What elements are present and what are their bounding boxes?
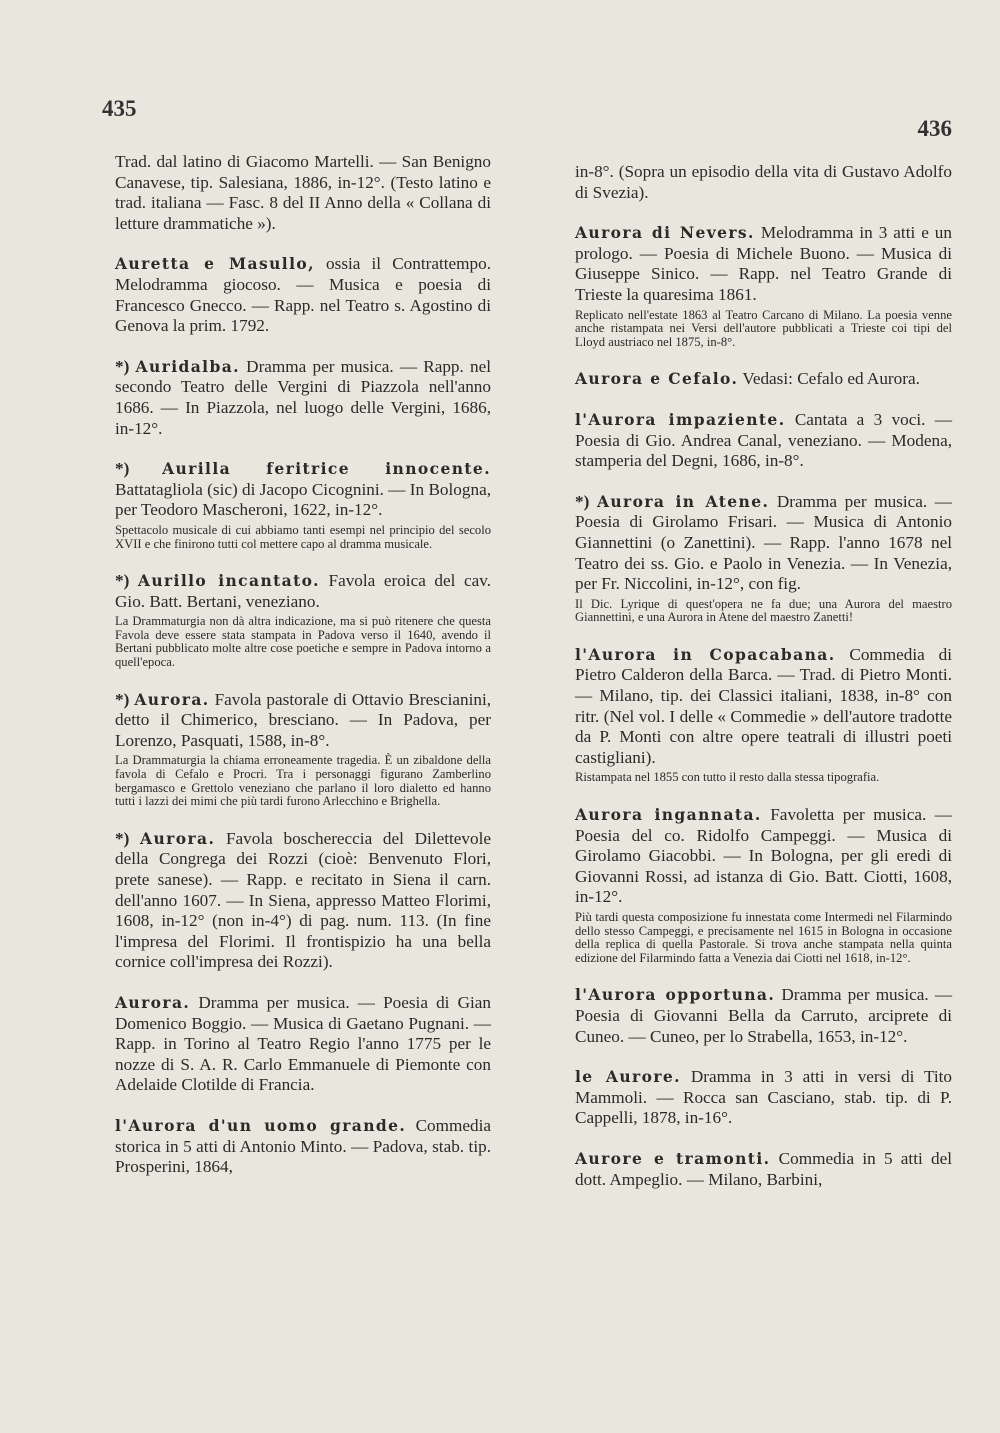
asterisk-mark: *) (115, 459, 130, 479)
entry-headword: Auretta e Masullo, (115, 254, 315, 274)
entry-headword: Auridalba. (135, 356, 240, 376)
entry-headword: Aurora. (115, 992, 191, 1012)
left-column (115, 152, 491, 1198)
entry-body: Dramma per musica. — Poesia di Giovanni Bella da Carruto, arciprete di Cuneo. — Cuneo, per lo Strabella, 1653, in-12°. (575, 985, 953, 1046)
entry-headword: l'Aurora opportuna. (575, 985, 776, 1005)
entry-body: Dramma in 3 atti in versi di Tito Mammoli. — Rocca san Casciano, stab. tip. di P. Cappelli, 1878, in-16°. (575, 1067, 952, 1128)
asterisk-mark: *) (575, 491, 590, 511)
entry-headword: l'Aurora in Copacabana. (575, 644, 836, 664)
dictionary-entry (115, 993, 491, 1096)
entry-note: La Drammaturgia la chiama erroneamente tragedia. È un zibaldone della favola di Cefalo e Procri. Tra i personaggi figurano Zamberlino bergamasco e Grettolo veneziano che parlano il loro dialetto ed hanno tutti i lazzi dei mimi che più tardi furono Arlecchino e Brighella. (115, 753, 491, 809)
entry-note: Più tardi questa composizione fu innestata come Intermedi nel Filarmindo dello stesso Campeggi, e precisamente nel 1615 in Bologna in occasione della replica di quella Pastorale. Si trova anche stampata nella quinta edizione del Filarmindo fatta a Venezia dai Ciotti nel 1618, in-12°. (575, 910, 952, 965)
entry-body: Favola pastorale di Ottavio Brescianini, detto il Chimerico, bresciano. — In Padova, per Lorenzo, Pasquati, 1588, in-8°. (115, 689, 492, 750)
asterisk-mark: *) (115, 689, 130, 709)
dictionary-entry (575, 805, 952, 965)
entry-headword: le Aurore. (575, 1067, 681, 1087)
dictionary-entry (115, 571, 491, 670)
dictionary-entry (115, 1116, 491, 1178)
entry-body: Favola boschereccia del Dilettevole della Congrega dei Rozzi (cioè: Benvenuto Flori, prete sanese). — Rapp. e recitato in Siena il carn. dell'anno 1607. — In Siena, appresso Matteo Florimi, 1608, in-12° (non in-4°) di pag. num. 113. (In fine l'impresa del Florimi. Il frontispizio ha una bella cornice coll'impresa dei Rozzi). (115, 828, 492, 972)
asterisk-mark: *) (115, 828, 130, 848)
entry-body: Vedasi: Cefalo ed Aurora. (742, 369, 920, 389)
dictionary-entry (575, 985, 952, 1047)
entry-body: Favola eroica del cav. Gio. Batt. Bertani, veneziano. (115, 571, 491, 611)
entry-note: Ristampata nel 1855 con tutto il resto dalla stessa tipografia. (575, 770, 880, 785)
dictionary-entry (115, 357, 491, 439)
dictionary-entry (115, 152, 491, 234)
entry-note: La Drammaturgia non dà altra indicazione, ma si può ritenere che questa Favola deve essere stata stampata in Padova verso il 1640, avendo il Bertani pubblicato molte altre cose poetiche e sempre in Padova intorno a quell'epoca. (115, 614, 491, 670)
dictionary-entry (575, 410, 952, 472)
entry-body: Commedia in 5 atti del dott. Ampeglio. — Milano, Barbini, (575, 1148, 952, 1189)
entry-body: Dramma per musica. — Rapp. nel secondo Teatro delle Vergini di Piazzola nell'anno 1686. — In Piazzola, nel luogo delle Vergini, 1686, in-12°. (115, 356, 492, 438)
page-number-right: 436 (917, 116, 952, 141)
entry-body: Dramma per musica. — Poesia di Girolamo Frisari. — Musica di Antonio Giannettini (o Zanettini). — Rapp. l'anno 1678 nel Teatro dei ss. Gio. e Paolo in Venezia. — In Venezia, per Fr. Niccolini, in-12°, con fig. (575, 491, 952, 594)
entry-headword: l'Aurora impaziente. (575, 409, 786, 429)
entry-body: Dramma per musica. — Poesia di Gian Domenico Boggio. — Musica di Gaetano Pugnani. — Rapp. in Torino al Teatro Regio l'anno 1775 per le nozze di S. A. R. Carlo Emmanuele di Piemonte con Adelaide Clotilde di Francia. (115, 992, 491, 1095)
entry-headword: Aurore e tramonti. (575, 1148, 771, 1168)
entry-headword: Aurilla feritrice innocente. (162, 459, 491, 479)
entry-headword: Aurora e Cefalo. (575, 369, 739, 389)
entry-note: Replicato nell'estate 1863 al Teatro Carcano di Milano. La poesia venne anche ristampata nei Versi dell'autore pubblicati a Trieste coi tipi del Lloyd austriaco nel 1875, in-8°. (575, 307, 952, 349)
entry-body: Cantata a 3 voci. — Poesia di Gio. Andrea Canal, veneziano. — Modena, stamperia del Degni, 1686, in-8°. (575, 409, 953, 471)
entry-headword: Aurora ingannata. (575, 805, 762, 825)
right-column (575, 162, 952, 1210)
dictionary-entry (575, 492, 952, 625)
dictionary-entry (575, 369, 952, 390)
dictionary-entry (575, 1149, 952, 1190)
dictionary-entry (115, 829, 491, 973)
entry-headword: Aurora in Atene. (596, 491, 770, 511)
dictionary-entry (115, 459, 491, 551)
entry-body: Battatagliola (sic) di Jacopo Cicognini. — In Bologna, per Teodoro Mascheroni, 1622, in-12°. (115, 479, 491, 520)
entry-body: Melodramma in 3 atti e un prologo. — Poesia di Michele Buono. — Musica di Giuseppe Sinico. — Rapp. nel Teatro Grande di Trieste la quaresima 1861. (575, 223, 952, 304)
entry-body: Commedia di Pietro Calderon della Barca. — Trad. di Pietro Monti. — Milano, tip. dei Classici italiani, 1838, in-8° con ritr. (Nel vol. I delle « Commedie » dell'autore tradotte da P. Monti con altre opere teatrali di illustri poeti castigliani). (575, 644, 952, 767)
entry-headword: Aurora. (140, 828, 216, 848)
entry-body: ossia il Contrattempo. Melodramma giocoso. — Musica e poesia di Francesco Gnecco. — Rapp. nel Teatro s. Agostino di Genova la prim. 1792. (115, 254, 492, 336)
entry-note: Spettacolo musicale di cui abbiamo tanti esempi nel principio del secolo XVII e che finirono tutti col mettere capo al dramma musicale. (115, 522, 491, 551)
asterisk-mark: *) (115, 571, 130, 591)
entry-headword: l'Aurora d'un uomo grande. (115, 1115, 407, 1135)
dictionary-entry (575, 645, 952, 785)
page-number-left: 435 (102, 96, 137, 121)
dictionary-entry (115, 690, 491, 809)
entry-headword: Aurillo incantato. (137, 571, 320, 591)
entry-headword: Aurora. (134, 689, 210, 709)
dictionary-entry (575, 162, 952, 203)
entry-headword: Aurora di Nevers. (575, 223, 755, 243)
entry-body: Commedia storica in 5 atti di Antonio Minto. — Padova, stab. tip. Prosperini, 1864, (115, 1115, 491, 1177)
entry-body: Favoletta per musica. — Poesia del co. Ridolfo Campeggi. — Musica di Girolamo Giacobbi. — In Bologna, per gli eredi di Giovanni Rossi, ad istanza di Gio. Batt. Ciotti, 1608, in-12°. (575, 805, 952, 907)
asterisk-mark: *) (115, 356, 130, 376)
dictionary-entry (575, 223, 952, 349)
entry-note: Il Dic. Lyrique di quest'opera ne fa due; una Aurora del maestro Giannettini, e una Aurora in Atene del maestro Zanetti! (575, 596, 952, 625)
dictionary-entry (115, 254, 491, 336)
entry-body: in-8°. (Sopra un episodio della vita di Gustavo Adolfo di Svezia). (575, 162, 952, 202)
entry-body: Trad. dal latino di Giacomo Martelli. — San Benigno Canavese, tip. Salesiana, 1886, in-12°. (Testo latino e trad. italiana — Fasc. 8 del II Anno della « Collana di letture drammatiche »). (115, 152, 491, 233)
dictionary-entry (575, 1067, 952, 1129)
